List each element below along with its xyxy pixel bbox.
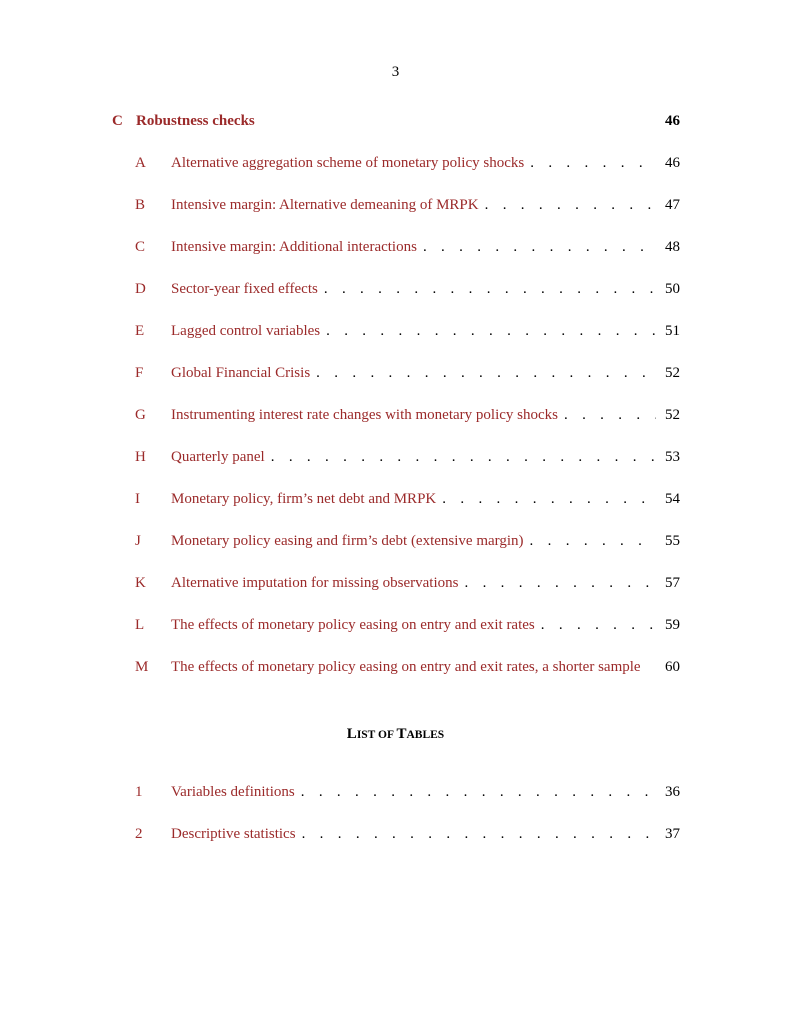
toc-entry-page: 57 xyxy=(665,575,680,591)
dot-leader xyxy=(485,197,656,214)
page-number: 3 xyxy=(391,64,400,80)
toc-entry[interactable] xyxy=(135,575,680,595)
toc-entry-title-link[interactable]: Monetary policy easing and firm’s debt (extensive margin) xyxy=(171,533,524,549)
toc-entry-page: 36 xyxy=(665,784,680,800)
toc-entry[interactable] xyxy=(135,239,680,259)
dot-leader xyxy=(530,533,656,550)
toc-entry-title-link[interactable]: Alternative imputation for missing observations xyxy=(171,575,459,591)
toc-entry-page: 54 xyxy=(665,491,680,507)
toc-entry-number: D xyxy=(135,281,146,297)
toc-entry-page: 37 xyxy=(665,826,680,842)
toc-entry-page: 50 xyxy=(665,281,680,297)
toc-entry-page: 51 xyxy=(665,323,680,339)
toc-entry-page: 47 xyxy=(665,197,680,213)
toc-entry-page: 52 xyxy=(665,407,680,423)
toc-entry-number: F xyxy=(135,365,144,381)
dot-leader xyxy=(442,491,656,508)
toc-entry-number: I xyxy=(135,491,140,507)
toc-entry-title-link[interactable]: Quarterly panel xyxy=(171,449,265,465)
dot-leader xyxy=(316,365,656,382)
toc-entry-number: A xyxy=(135,155,146,171)
toc-entry-title-link[interactable]: Sector-year fixed effects xyxy=(171,281,318,297)
toc-entry-number: B xyxy=(135,197,146,213)
toc-entry-title-link[interactable]: Instrumenting interest rate changes with monetary policy shocks xyxy=(171,407,558,423)
toc-entry-page: 46 xyxy=(665,155,680,171)
toc-entry-page: 48 xyxy=(665,239,680,255)
dot-leader xyxy=(564,407,656,424)
toc-entry[interactable] xyxy=(135,826,680,846)
toc-entry-number: K xyxy=(135,575,146,591)
dot-leader xyxy=(326,323,656,340)
toc-entry-number: G xyxy=(135,407,146,423)
toc-entry-number: L xyxy=(135,617,145,633)
dot-leader xyxy=(423,239,656,256)
toc-entry[interactable] xyxy=(135,491,680,511)
dot-leader xyxy=(324,281,656,298)
toc-entry[interactable] xyxy=(135,281,680,301)
list-of-tables-heading xyxy=(0,726,791,743)
section-number: C xyxy=(112,113,123,129)
toc-entry-title-link[interactable]: Intensive margin: Additional interactions xyxy=(171,239,417,255)
toc-entry-number: 1 xyxy=(135,784,143,800)
toc-entry[interactable] xyxy=(135,533,680,553)
dot-leader xyxy=(271,449,656,466)
toc-entry-title-link[interactable]: Monetary policy, firm’s net debt and MRPK xyxy=(171,491,437,507)
dot-leader xyxy=(302,826,656,843)
toc-entry-number: C xyxy=(135,239,146,255)
toc-entry-title-link[interactable]: Variables definitions xyxy=(171,784,295,800)
toc-entry-page: 60 xyxy=(665,659,680,675)
lot-heading-part-1: L xyxy=(346,726,357,742)
toc-entry[interactable] xyxy=(135,617,680,637)
toc-entry-number: J xyxy=(135,533,141,549)
lot-heading-part-2: IST OF xyxy=(356,729,397,741)
toc-entry[interactable] xyxy=(135,155,680,175)
toc-entry-number: H xyxy=(135,449,146,465)
toc-section-robustness-checks[interactable] xyxy=(112,113,680,130)
toc-entry-title-link[interactable]: The effects of monetary policy easing on entry and exit rates xyxy=(171,617,535,633)
dot-leader xyxy=(530,155,656,172)
toc-entry[interactable] xyxy=(135,407,680,427)
toc-entry-number: M xyxy=(135,659,149,675)
lot-heading-part-4: ABLES xyxy=(406,729,445,741)
toc-entry[interactable] xyxy=(135,365,680,385)
toc-entry-title-link[interactable]: Descriptive statistics xyxy=(171,826,296,842)
dot-leader xyxy=(464,575,656,592)
section-page: 46 xyxy=(665,113,680,129)
toc-entry[interactable] xyxy=(135,659,680,679)
toc-entry-page: 55 xyxy=(665,533,680,549)
toc-entry[interactable] xyxy=(135,197,680,217)
toc-entry-title-link[interactable]: The effects of monetary policy easing on entry and exit rates, a shorter sample xyxy=(171,659,641,675)
toc-entry-title-link[interactable]: Global Financial Crisis xyxy=(171,365,311,381)
toc-entry[interactable] xyxy=(135,323,680,343)
toc-entry[interactable] xyxy=(135,449,680,469)
toc-entry-title-link[interactable]: Alternative aggregation scheme of monetary policy shocks xyxy=(171,155,525,171)
dot-leader xyxy=(301,784,656,801)
toc-entry-page: 59 xyxy=(665,617,680,633)
toc-entry-title-link[interactable]: Lagged control variables xyxy=(171,323,321,339)
section-title[interactable]: Robustness checks xyxy=(136,113,255,129)
toc-entry-page: 52 xyxy=(665,365,680,381)
toc-entry[interactable] xyxy=(135,784,680,804)
lot-heading-part-3: T xyxy=(396,726,407,742)
toc-entry-number: 2 xyxy=(135,826,143,842)
toc-entry-number: E xyxy=(135,323,145,339)
toc-entry-page: 53 xyxy=(665,449,680,465)
dot-leader xyxy=(541,617,656,634)
toc-entry-title-link[interactable]: Intensive margin: Alternative demeaning of MRPK xyxy=(171,197,479,213)
